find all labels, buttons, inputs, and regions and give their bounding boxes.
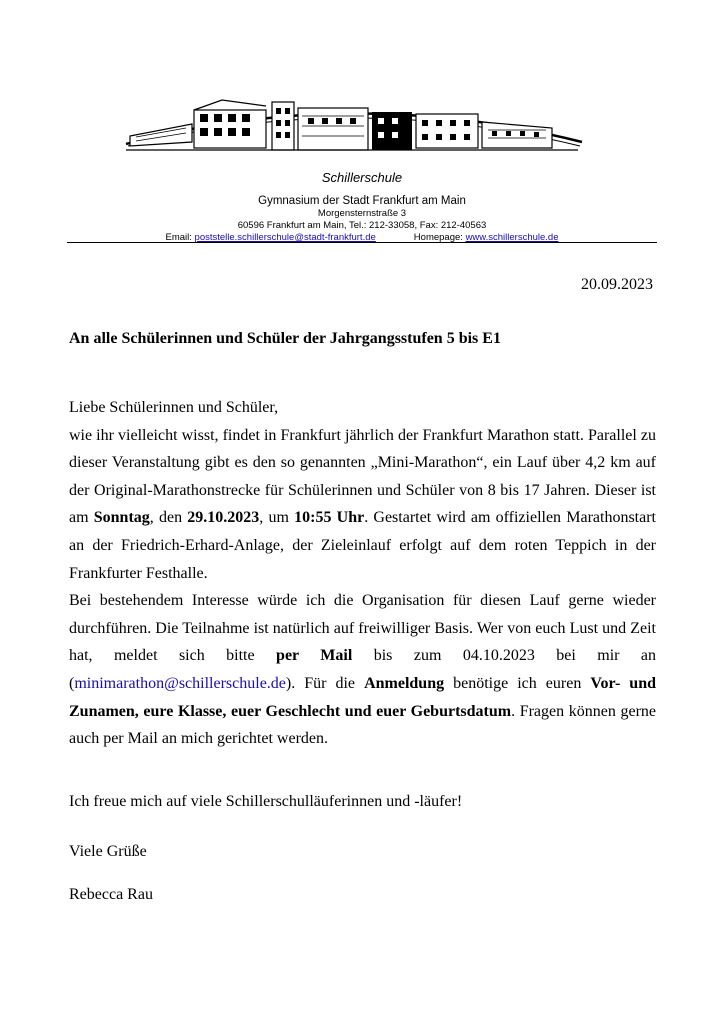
text: bis zum 04.10.2023 bei mir an ( [69, 647, 656, 692]
bold-day: Sonntag [93, 509, 150, 527]
letter-subject: An alle Schülerinnen und Schüler der Jahrgangsstufen 5 bis E1 [69, 330, 501, 347]
text: Bei bestehendem Interesse würde ich die Organisation für diesen Lauf gerne wieder durchführen. Die Teilnahme ist natürlich auf freiwilliger Basis. Wer von euch Lust und Zeit hat, meldet sich bitte [69, 592, 656, 665]
text: . Gestartet wird am offiziellen Marathonstart an der Friedrich-Erhard-Anlage, der Zieleinlauf erfolgt auf dem roten Teppich in der Frankfurter Festhalle. [69, 509, 657, 582]
minimarathon-email-link[interactable]: minimarathon@schillerschule.de [74, 674, 286, 692]
bold-registration: Anmeldung [364, 674, 445, 692]
text: . Fragen können gerne auch per Mail an mich gerichtet werden. [69, 702, 657, 748]
salutation: Liebe Schülerinnen und Schüler, [69, 399, 279, 416]
text: , den [149, 509, 188, 527]
letter-body [69, 394, 656, 753]
bold-time: 10:55 Uhr [294, 509, 365, 527]
school-email-link[interactable]: poststelle.schillerschule@stadt-frankfurt.de [194, 232, 376, 243]
signature: Rebecca Rau [69, 886, 153, 903]
text: , um [259, 509, 295, 527]
bold-required-data: Vor- und Zunamen, eure Klasse, euer Geschlecht und euer Geburtsdatum [69, 674, 656, 720]
text: wie ihr vielleicht wisst, findet in Frankfurt jährlich der Frankfurt Marathon statt. Parallel zu dieser Veranstaltung gibt es den so genannten „Mini-Marathon“, ein Lauf über 4,2 km auf der Original-Marathonstrecke für Schülerinnen und Schüler von 8 bis 17 Jahren. Dieser ist am [69, 426, 656, 527]
closing-line: Ich freue mich auf viele Schillerschulläuferinnen und -läufer! [69, 793, 463, 810]
homepage-label: Homepage: [413, 232, 466, 243]
school-street: Morgensternstraße 3 [317, 208, 407, 219]
letterhead-divider [67, 242, 657, 243]
school-subtitle: Gymnasium der Stadt Frankfurt am Main [258, 195, 466, 207]
bold-date: 29.10.2023 [187, 509, 260, 527]
school-city-phone-fax: 60596 Frankfurt am Main, Tel.: 212-33058, Fax: 212-40563 [237, 220, 487, 231]
bold-per-mail: per Mail [276, 647, 353, 665]
paragraph-registration [69, 587, 656, 753]
text: benötige ich euren [444, 674, 591, 692]
email-label: Email: [165, 232, 195, 243]
text: ). Für die [285, 674, 365, 692]
paragraph-event [69, 422, 656, 588]
school-building-logo [122, 84, 586, 174]
greeting: Viele Grüße [69, 843, 147, 860]
school-name: Schillerschule [321, 170, 403, 185]
school-homepage-link[interactable]: www.schillerschule.de [465, 232, 559, 243]
letter-date: 20.09.2023 [581, 276, 653, 293]
